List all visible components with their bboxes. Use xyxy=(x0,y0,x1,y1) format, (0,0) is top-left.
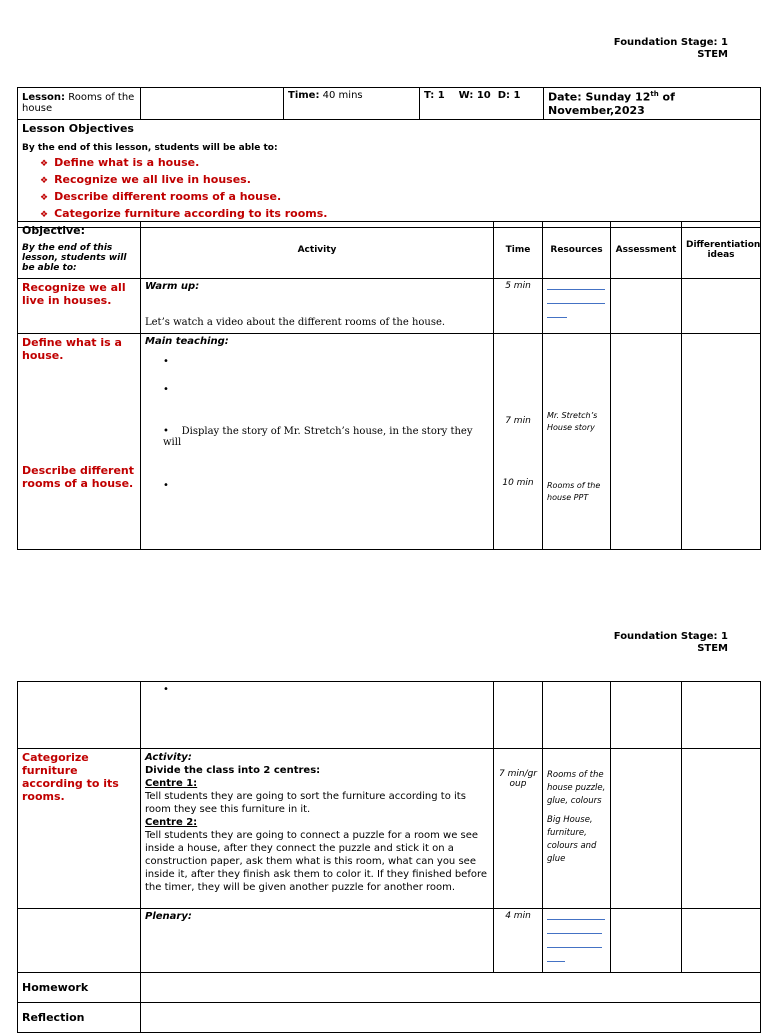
activity-resource-2: Big House, furniture, colours and glue xyxy=(547,815,597,864)
objective-header: Objective: xyxy=(22,224,86,237)
resource-link[interactable] xyxy=(547,919,605,920)
plenary-resources xyxy=(543,909,611,973)
lesson-objectives-section xyxy=(18,119,761,227)
objective-item: ❖ Categorize furniture according to its rooms. xyxy=(40,206,756,223)
plenary-title: Plenary: xyxy=(141,909,494,973)
main-time-1: 7 min xyxy=(505,416,531,426)
lesson-cell xyxy=(18,88,141,120)
plenary-objective xyxy=(18,909,141,973)
bullet-point: • xyxy=(163,356,169,367)
activity-table-page1 xyxy=(17,221,761,550)
objective-item: ❖ Describe different rooms of a house. xyxy=(40,189,756,206)
warmup-text: Let’s watch a video about the different rooms of the house. xyxy=(145,317,446,328)
bullet-point: • xyxy=(163,480,169,491)
main-time xyxy=(494,334,543,550)
main-resource-1: Mr. Stretch’s House story xyxy=(547,411,598,432)
warmup-time: 5 min xyxy=(494,279,543,334)
centre-1-text: Tell students they are going to sort the furniture according to its room they see this furniture in it. xyxy=(145,791,466,815)
objectives-intro: By the end of this lesson, students will be able to: xyxy=(22,142,278,153)
warmup-activity xyxy=(141,279,494,334)
warmup-objective: Recognize we all live in houses. xyxy=(18,279,141,334)
date-suffix: of November,2023 xyxy=(548,90,675,117)
date-cell xyxy=(544,88,761,120)
homework-content xyxy=(141,973,761,1003)
continued-assessment xyxy=(611,682,682,749)
main-assessment xyxy=(611,334,682,550)
bullet-point: • xyxy=(163,684,169,695)
activity-divide: Divide the class into 2 centres: xyxy=(145,765,321,776)
main-resource-2: Rooms of the house PPT xyxy=(547,481,601,502)
objective-item: ❖ Recognize we all live in houses. xyxy=(40,172,756,189)
resource-link[interactable] xyxy=(547,947,602,948)
continued-objective xyxy=(18,682,141,749)
resource-link[interactable] xyxy=(547,317,567,318)
activity-objective: Categorize furniture according to its rooms. xyxy=(18,749,141,909)
subject-label: STEM xyxy=(697,643,728,654)
bullet-point: • xyxy=(163,384,169,395)
warmup-title: Warm up: xyxy=(145,281,200,292)
resource-link[interactable] xyxy=(547,933,602,934)
centre-2-label: Centre 2: xyxy=(145,817,198,828)
objective-column-header xyxy=(18,222,141,279)
activity-differentiation xyxy=(682,749,761,909)
objective-item: ❖ Define what is a house. xyxy=(40,155,756,172)
activity-assessment xyxy=(611,749,682,909)
activity-table-page2 xyxy=(17,681,761,1033)
centre-2-text: Tell students they are going to connect a puzzle for a room we see inside a house, after they connect the puzzle and stick it on a construction paper, ask them what is this room, what can you see inside it, after they finish ask them to color it. If they finished before the timer, they will be given another puzzle for another room. xyxy=(145,830,488,893)
continued-differentiation xyxy=(682,682,761,749)
homework-label: Homework xyxy=(18,973,141,1003)
activity-title: Activity: xyxy=(145,752,192,763)
plenary-assessment xyxy=(611,909,682,973)
objectives-title: Lesson Objectives xyxy=(22,121,134,135)
resource-link[interactable] xyxy=(547,961,565,962)
activity-resource-1: Rooms of the house puzzle, glue, colours xyxy=(547,770,606,806)
resource-link[interactable] xyxy=(547,289,605,290)
objectives-list xyxy=(22,155,756,223)
activity-header: Activity xyxy=(141,222,494,279)
assessment-header: Assessment xyxy=(611,222,682,279)
main-objectives xyxy=(18,334,141,550)
activity-resources xyxy=(543,749,611,909)
differentiation-header: Differentiation ideas xyxy=(682,222,761,279)
term-week-day: T: 1 W: 10 D: 1 xyxy=(420,88,544,120)
reflection-content xyxy=(141,1003,761,1033)
objective-subheader: By the end of this lesson, students will be able to: xyxy=(22,243,127,273)
page-header xyxy=(614,631,728,655)
lesson-cell-empty xyxy=(141,88,284,120)
time-label: Time: xyxy=(288,90,320,101)
continued-resources xyxy=(543,682,611,749)
main-activity xyxy=(141,334,494,550)
stage-label: Foundation Stage: 1 xyxy=(613,37,728,48)
main-bullet-3: • Display the story of Mr. Stretch’s house, in the story they will xyxy=(163,426,473,448)
page-header xyxy=(614,37,728,61)
time-header: Time xyxy=(494,222,543,279)
continued-time xyxy=(494,682,543,749)
warmup-resources xyxy=(543,279,611,334)
activity-time: 7 min/group xyxy=(494,749,543,909)
plenary-differentiation xyxy=(682,909,761,973)
warmup-assessment xyxy=(611,279,682,334)
stage-label: Foundation Stage: 1 xyxy=(613,631,728,642)
warmup-differentiation xyxy=(682,279,761,334)
main-objective-1: Define what is a house. xyxy=(22,336,122,362)
main-bullet-3-text: Display the story of Mr. Stretch’s house, in the story they will xyxy=(163,426,473,448)
time-value: 40 mins xyxy=(322,90,363,101)
date-sup: th xyxy=(650,90,659,98)
lesson-plan-table xyxy=(17,87,761,228)
plenary-time: 4 min xyxy=(494,909,543,973)
reflection-label: Reflection xyxy=(18,1003,141,1033)
lesson-name: Rooms of the house xyxy=(22,92,135,115)
resource-link[interactable] xyxy=(547,303,605,304)
date-prefix: Date: Sunday 12 xyxy=(548,90,651,104)
main-title: Main teaching: xyxy=(145,336,229,347)
main-differentiation xyxy=(682,334,761,550)
main-objective-2: Describe different rooms of a house. xyxy=(22,464,135,490)
main-time-2: 10 min xyxy=(502,478,534,488)
centre-1-label: Centre 1: xyxy=(145,778,198,789)
lesson-label: Lesson: xyxy=(22,92,66,104)
subject-label: STEM xyxy=(697,49,728,60)
activity-content xyxy=(141,749,494,909)
time-cell xyxy=(284,88,420,120)
main-resources xyxy=(543,334,611,550)
continued-activity xyxy=(141,682,494,749)
resources-header: Resources xyxy=(543,222,611,279)
